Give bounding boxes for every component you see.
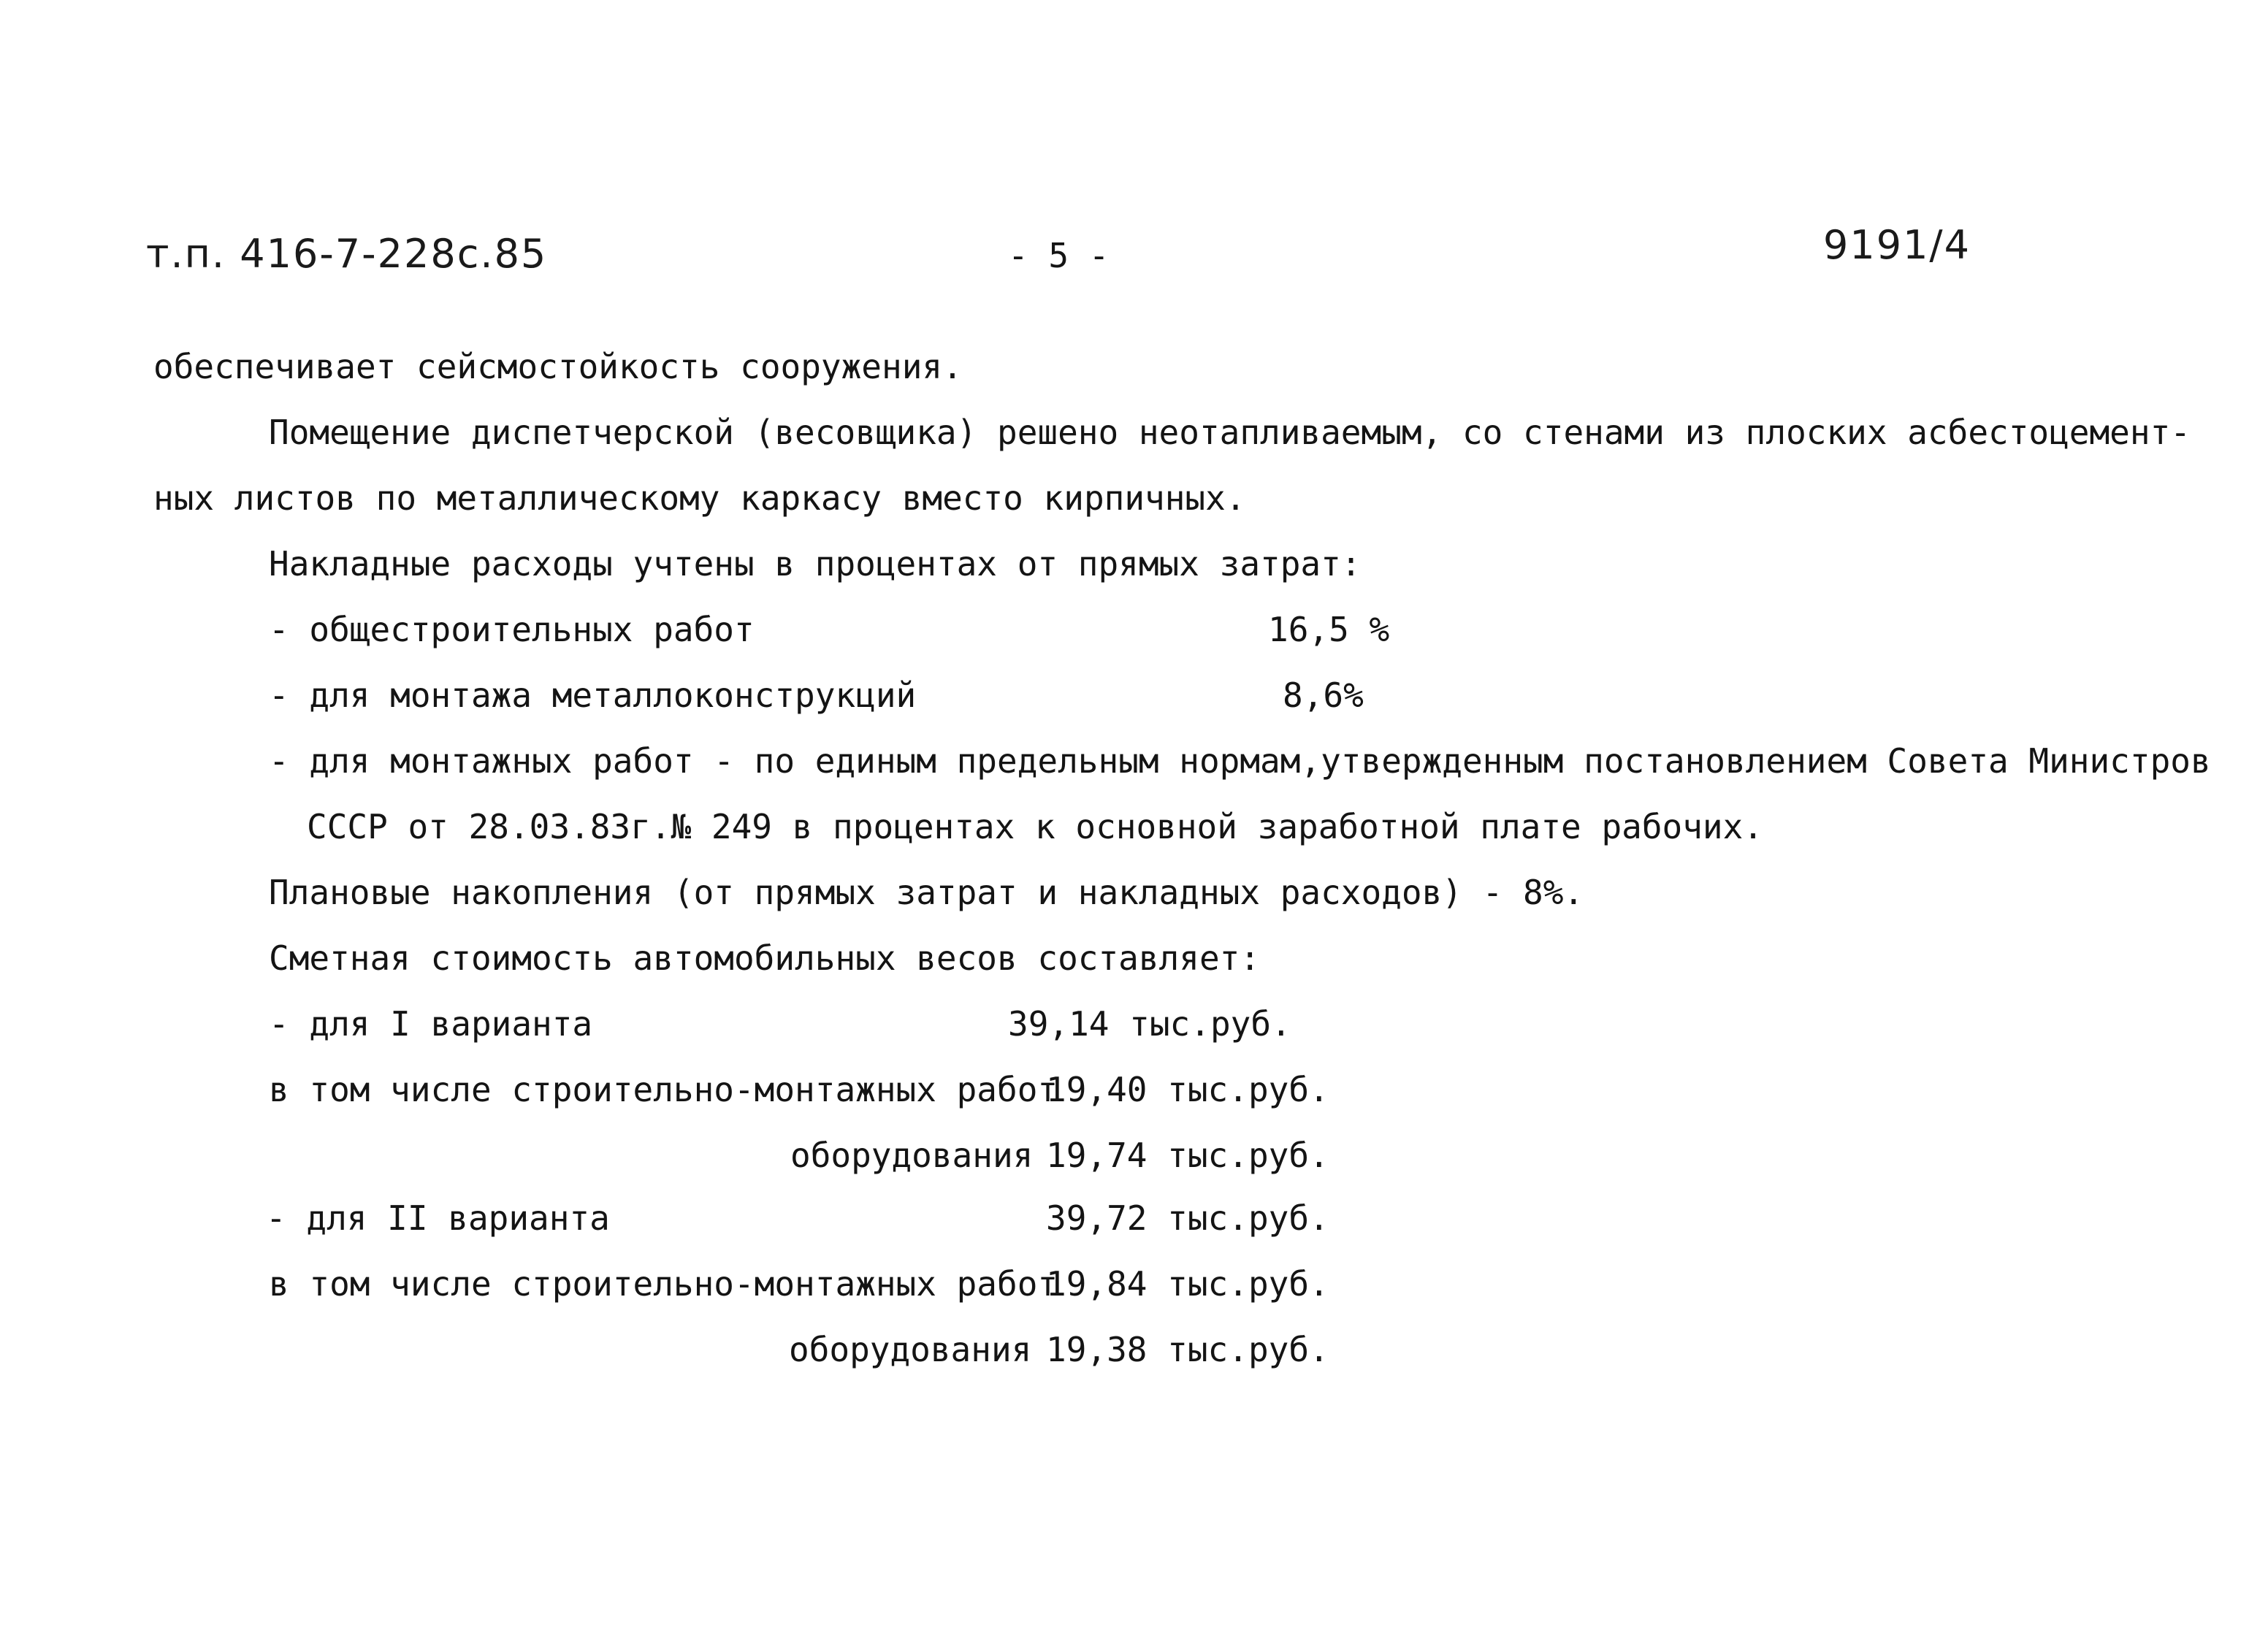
- variant-total: 39,14 тыс.руб.: [1008, 1004, 1291, 1044]
- construction-value: 19,40 тыс.руб.: [1046, 1070, 1329, 1109]
- text-line: Накладные расходы учтены в процентах от прямых затрат:: [269, 544, 1362, 583]
- overhead-item-label: - общестроительных работ: [269, 610, 755, 649]
- variant-label: - для II варианта: [266, 1198, 610, 1238]
- equipment-value: 19,74 тыс.руб.: [1046, 1136, 1329, 1175]
- sheet-number: 9191/4: [1823, 222, 1971, 268]
- overhead-item-label: - для монтажа металлоконструкций: [269, 676, 917, 715]
- construction-value: 19,84 тыс.руб.: [1046, 1264, 1329, 1304]
- overhead-item-value: 16,5 %: [1268, 610, 1390, 649]
- equipment-label: оборудования: [790, 1136, 1034, 1175]
- page-number: - 5 -: [1008, 236, 1110, 275]
- construction-label: в том числе строительно-монтажных работ: [269, 1070, 1058, 1109]
- text-line: обеспечивает сейсмостойкость сооружения.: [153, 347, 963, 386]
- overhead-item-value: 8,6%: [1283, 676, 1364, 715]
- doc-code: т.п. 416-7-228с.85: [146, 231, 548, 277]
- text-line: Помещение диспетчерской (весовщика) решено неотапливаемым, со стенами из плоских асбестоцемент-: [269, 413, 2191, 452]
- text-line: ных листов по металлическому каркасу вместо кирпичных.: [153, 478, 1246, 518]
- variant-total: 39,72 тыс.руб.: [1046, 1198, 1329, 1238]
- equipment-label: оборудования: [789, 1330, 1032, 1369]
- text-line: - для монтажных работ - по единым предельным нормам,утвержденным постановлением Совета Министров: [269, 741, 2211, 781]
- text-line: СССР от 28.03.83г.№ 249 в процентах к основной заработной плате рабочих.: [307, 807, 1763, 846]
- text-line: Сметная стоимость автомобильных весов составляет:: [269, 938, 1261, 978]
- variant-label: - для I варианта: [269, 1004, 593, 1044]
- equipment-value: 19,38 тыс.руб.: [1046, 1330, 1329, 1369]
- text-line: Плановые накопления (от прямых затрат и накладных расходов) - 8%.: [269, 873, 1584, 912]
- construction-label: в том числе строительно-монтажных работ: [269, 1264, 1058, 1304]
